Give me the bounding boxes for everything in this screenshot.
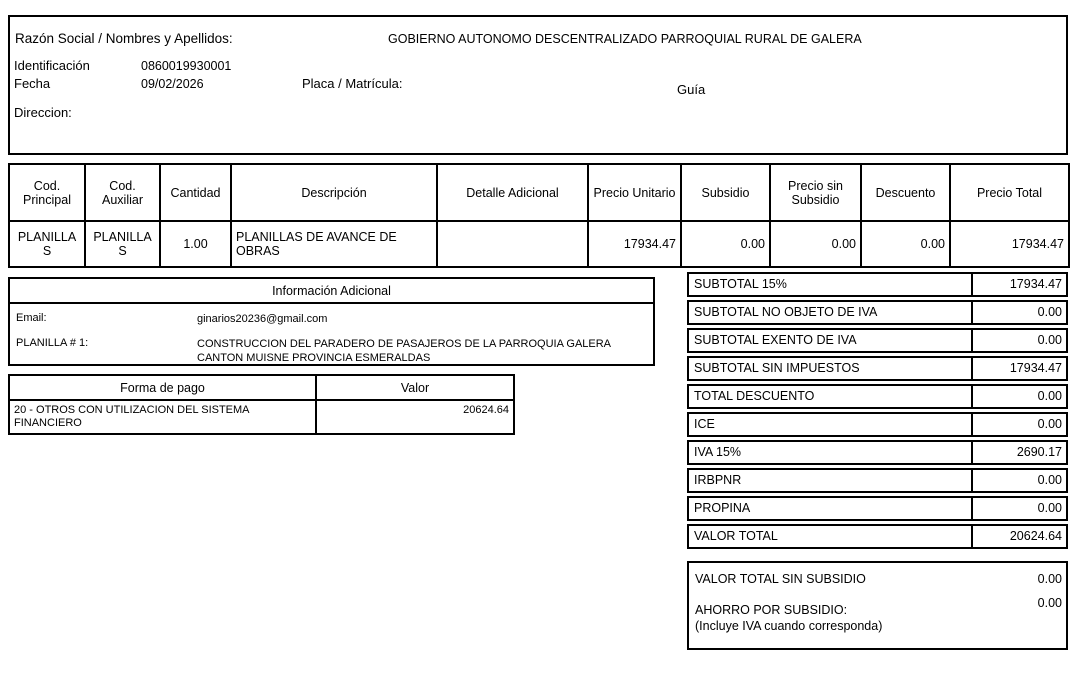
item-row xyxy=(9,221,1069,267)
payment-table xyxy=(8,374,515,435)
total-value: 0.00 xyxy=(971,414,1066,435)
item-cantidad: 1.00 xyxy=(160,221,231,267)
item-descripcion: PLANILLAS DE AVANCE DE OBRAS xyxy=(231,221,437,267)
email-value: ginarios20236@gmail.com xyxy=(197,313,328,325)
col-descripcion: Descripción xyxy=(231,164,437,221)
total-value: 20624.64 xyxy=(971,526,1066,547)
subsidy-box xyxy=(687,561,1068,650)
col-precio-total: Precio Total xyxy=(950,164,1069,221)
total-row-iva-15 xyxy=(687,440,1068,465)
total-row-subtotal-15 xyxy=(687,272,1068,297)
identificacion-label: Identificación xyxy=(14,58,90,73)
item-cod-principal: PLANILLAS xyxy=(9,221,85,267)
item-detalle-adicional xyxy=(437,221,588,267)
razon-social-label: Razón Social / Nombres y Apellidos: xyxy=(15,31,233,46)
total-label: IVA 15% xyxy=(694,445,742,459)
total-label: SUBTOTAL EXENTO DE IVA xyxy=(694,333,857,347)
total-row-propina xyxy=(687,496,1068,521)
total-value: 0.00 xyxy=(971,470,1066,491)
col-precio-sin-subsidio: Precio sin Subsidio xyxy=(770,164,861,221)
total-label: IRBPNR xyxy=(694,473,742,487)
valor-total-sin-subsidio-label: VALOR TOTAL SIN SUBSIDIO xyxy=(695,572,866,586)
placa-matricula-label: Placa / Matrícula: xyxy=(302,76,403,91)
total-label: SUBTOTAL SIN IMPUESTOS xyxy=(694,361,860,375)
total-row-valor-total xyxy=(687,524,1068,549)
total-row-ice xyxy=(687,412,1068,437)
fecha-value: 09/02/2026 xyxy=(141,77,204,91)
ahorro-subsidio-value: 0.00 xyxy=(1037,596,1062,610)
buyer-name: GOBIERNO AUTONOMO DESCENTRALIZADO PARROQUIAL RURAL DE GALERA xyxy=(388,32,862,46)
total-row-exento-iva xyxy=(687,328,1068,353)
total-value: 2690.17 xyxy=(971,442,1066,463)
total-label: PROPINA xyxy=(694,501,751,515)
col-cod-auxiliar: Cod. Auxiliar xyxy=(85,164,160,221)
ahorro-subsidio-note: (Incluye IVA cuando corresponda) xyxy=(695,619,883,633)
col-cantidad: Cantidad xyxy=(160,164,231,221)
valor-total-sin-subsidio-value: 0.00 xyxy=(1037,572,1062,586)
item-precio-total: 17934.47 xyxy=(950,221,1069,267)
total-label: ICE xyxy=(694,417,715,431)
identificacion-value: 0860019930001 xyxy=(141,59,232,73)
total-row-sin-impuestos xyxy=(687,356,1068,381)
item-precio-unitario: 17934.47 xyxy=(588,221,681,267)
payment-header-row xyxy=(9,375,514,400)
item-precio-sin-subsidio: 0.00 xyxy=(770,221,861,267)
item-cod-auxiliar: PLANILLAS xyxy=(85,221,160,267)
total-value: 17934.47 xyxy=(971,358,1066,379)
item-subsidio: 0.00 xyxy=(681,221,770,267)
direccion-label: Direccion: xyxy=(14,105,72,120)
planilla-value: CONSTRUCCION DEL PARADERO DE PASAJEROS DE LA PARROQUIA GALERA CANTON MUISNE PROVINCIA ESMERALDAS xyxy=(197,338,611,364)
total-label: VALOR TOTAL xyxy=(694,529,778,543)
guia-label: Guía xyxy=(677,82,706,97)
fecha-label: Fecha xyxy=(14,76,51,91)
col-cod-principal: Cod. Principal xyxy=(9,164,85,221)
col-subsidio: Subsidio xyxy=(681,164,770,221)
col-descuento: Descuento xyxy=(861,164,950,221)
buyer-info-box xyxy=(8,15,1068,155)
total-value: 0.00 xyxy=(971,330,1066,351)
total-value: 0.00 xyxy=(971,498,1066,519)
col-valor: Valor xyxy=(316,375,514,400)
total-value: 0.00 xyxy=(971,302,1066,323)
info-row-email xyxy=(10,312,653,326)
items-header-row xyxy=(9,164,1069,221)
total-label: TOTAL DESCUENTO xyxy=(694,389,815,403)
total-row-no-objeto-iva xyxy=(687,300,1068,325)
total-row-descuento xyxy=(687,384,1068,409)
additional-info-title: Información Adicional xyxy=(10,279,653,304)
ahorro-subsidio-label: AHORRO POR SUBSIDIO: xyxy=(695,603,848,617)
info-row-planilla xyxy=(10,337,653,365)
col-detalle-adicional: Detalle Adicional xyxy=(437,164,588,221)
total-label: SUBTOTAL NO OBJETO DE IVA xyxy=(694,305,878,319)
payment-row xyxy=(9,400,514,434)
totals-section xyxy=(687,272,1068,552)
total-row-irbpnr xyxy=(687,468,1068,493)
payment-value: 20624.64 xyxy=(316,400,514,434)
item-descuento: 0.00 xyxy=(861,221,950,267)
total-label: SUBTOTAL 15% xyxy=(694,277,787,291)
additional-info-box xyxy=(8,277,655,366)
items-table xyxy=(8,163,1070,268)
col-precio-unitario: Precio Unitario xyxy=(588,164,681,221)
payment-method: 20 - OTROS CON UTILIZACION DEL SISTEMA FINANCIERO xyxy=(9,400,316,434)
email-label: Email: xyxy=(16,312,47,324)
total-value: 17934.47 xyxy=(971,274,1066,295)
total-value: 0.00 xyxy=(971,386,1066,407)
planilla-label: PLANILLA # 1: xyxy=(16,337,89,349)
col-forma-de-pago: Forma de pago xyxy=(9,375,316,400)
